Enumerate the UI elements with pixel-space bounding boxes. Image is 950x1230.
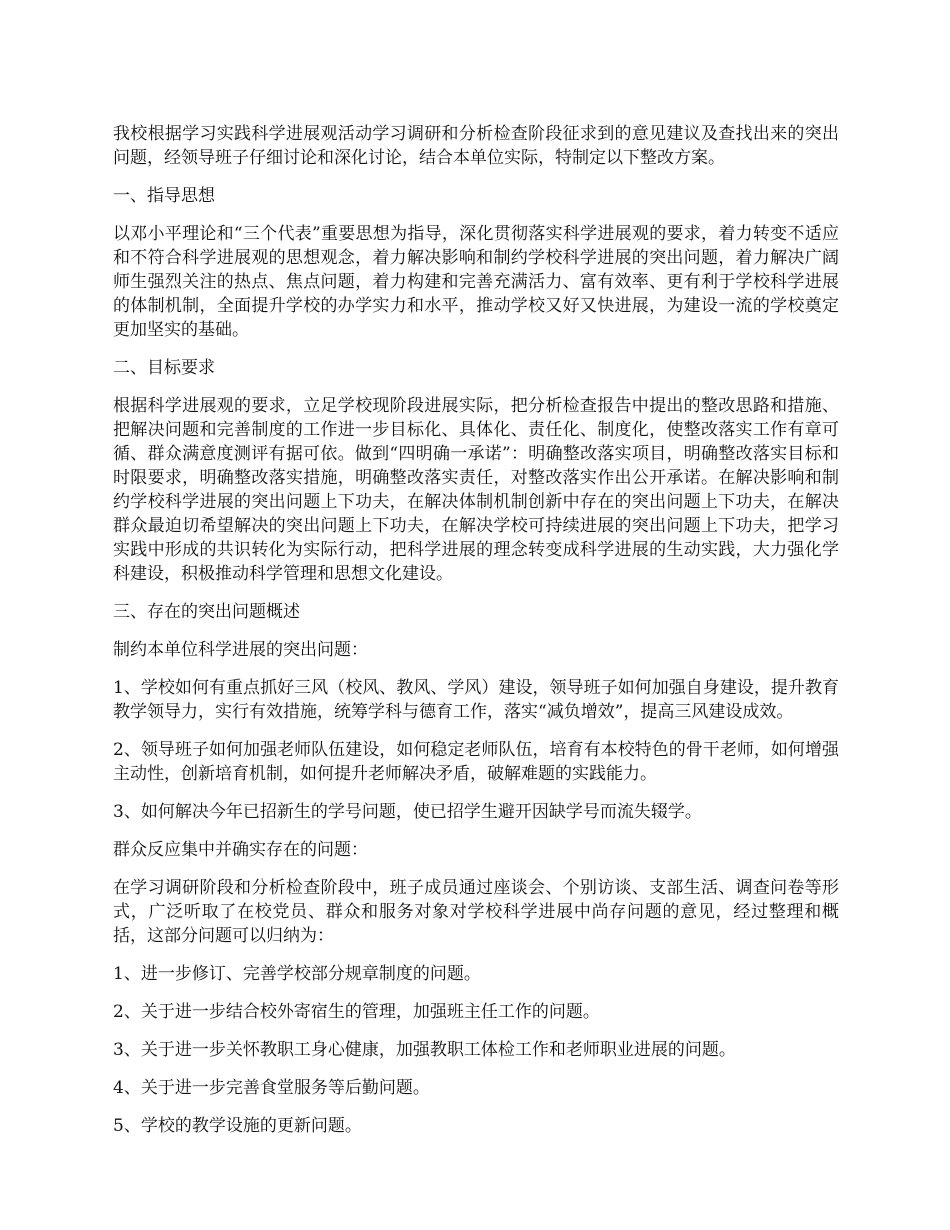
feedback-item-2: 2、关于进一步结合校外寄宿生的管理，加强班主任工作的问题。	[113, 1002, 600, 1022]
subheading-constraints: 制约本单位科学进展的突出问题：	[113, 640, 368, 660]
feedback-intro-paragraph: 在学习调研阶段和分析检查阶段中，班子成员通过座谈会、个别访谈、支部生活、调查问卷等形式，广泛听取了在校党员、群众和服务对象对学校科学进展中尚存问题的意见，经过整理和概括，这部分问题可以归纳为：	[113, 878, 839, 946]
feedback-item-1: 1、进一步修订、完善学校部分规章制度的问题。	[113, 964, 481, 984]
feedback-item-5: 5、学校的教学设施的更新问题。	[113, 1116, 362, 1136]
section-heading-problems: 三、存在的突出问题概述	[113, 602, 300, 622]
document-body	[113, 122, 839, 1152]
section-heading-guiding-thought: 一、指导思想	[113, 186, 215, 206]
feedback-item-3: 3、关于进一步关怀教职工身心健康，加强教职工体检工作和老师职业进展的问题。	[113, 1040, 736, 1060]
constraint-item-1: 1、学校如何有重点抓好三风（校风、教风、学风）建设，领导班子如何加强自身建设，提升教育教学领导力，实行有效措施，统筹学科与德育工作，落实“减负增效”，提高三风建设成效。	[113, 678, 839, 722]
subheading-public-feedback: 群众反应集中并确实存在的问题：	[113, 840, 368, 860]
goals-paragraph: 根据科学进展观的要求，立足学校现阶段进展实际，把分析检查报告中提出的整改思路和措施、把解决问题和完善制度的工作进一步目标化、具体化、责任化、制度化，使整改落实工作有章可循、群众满意度测评有据可依。做到“四明确一承诺”：明确整改落实项目，明确整改落实目标和时限要求，明确整改落实措施，明确整改落实责任，对整改落实作出公开承诺。在解决影响和制约学校科学进展的突出问题上下功夫，在解决体制机制创新中存在的突出问题上下功夫，在解决群众最迫切希望解决的突出问题上下功夫，在解决学校可持续进展的突出问题上下功夫，把学习实践中形成的共识转化为实际行动，把科学进展的理念转变成科学进展的生动实践，大力强化学科建设，积极推动科学管理和思想文化建设。	[113, 396, 839, 584]
intro-paragraph: 我校根据学习实践科学进展观活动学习调研和分析检查阶段征求到的意见建议及查找出来的突出问题，经领导班子仔细讨论和深化讨论，结合本单位实际，特制定以下整改方案。	[113, 124, 839, 168]
constraint-item-2: 2、领导班子如何加强老师队伍建设，如何稳定老师队伍，培育有本校特色的骨干老师，如何增强主动性，创新培育机制，如何提升老师解决矛盾，破解难题的实践能力。	[113, 740, 839, 784]
feedback-item-4: 4、关于进一步完善食堂服务等后勤问题。	[113, 1078, 430, 1098]
guiding-thought-paragraph: 以邓小平理论和“三个代表”重要思想为指导，深化贯彻落实科学进展观的要求，着力转变不适应和不符合科学进展观的思想观念，着力解决影响和制约学校科学进展的突出问题，着力解决广阔师生强烈关注的热点、焦点问题，着力构建和完善充满活力、富有效率、更有利于学校科学进展的体制机制，全面提升学校的办学实力和水平，推动学校又好又快进展，为建设一流的学校奠定更加坚实的基础。	[113, 224, 839, 340]
constraint-item-3: 3、如何解决今年已招新生的学号问题，使已招学生避开因缺学号而流失辍学。	[113, 802, 702, 822]
section-heading-goals: 二、目标要求	[113, 358, 215, 378]
